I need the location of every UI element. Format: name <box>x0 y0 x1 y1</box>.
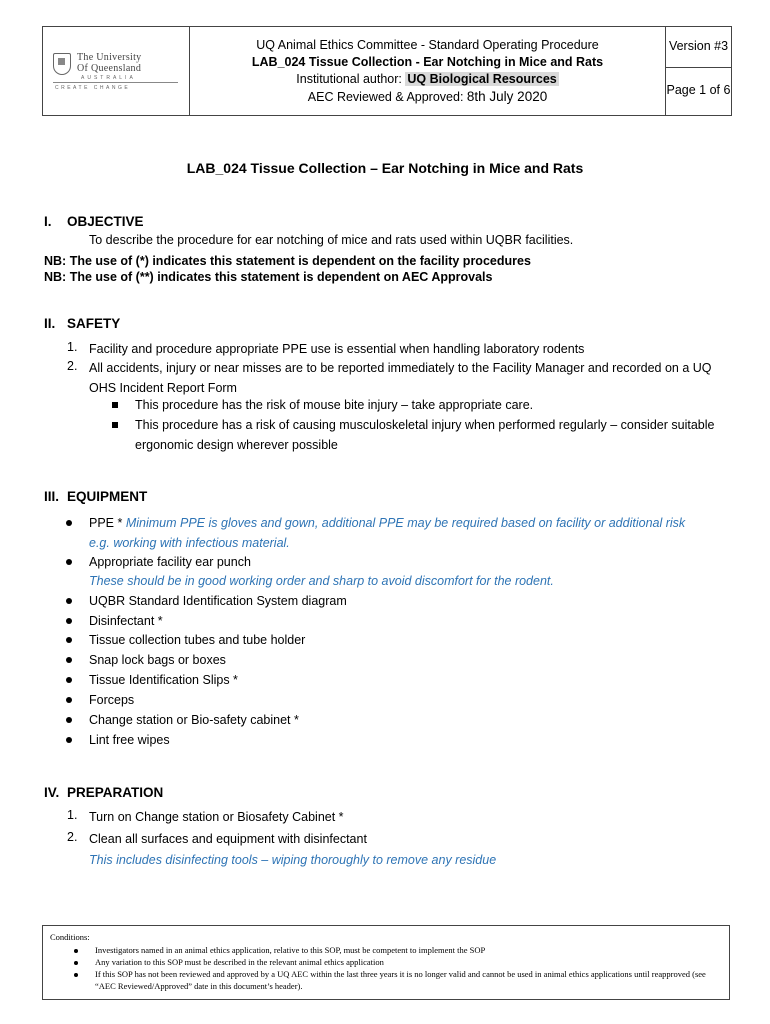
bullet-icon <box>66 657 72 663</box>
objective-text: To describe the procedure for ear notching of mice and rats used within UQBR facilities. <box>89 233 574 247</box>
bullet-icon <box>66 737 72 743</box>
approved-date: 8th July 2020 <box>466 89 548 104</box>
conditions-heading: Conditions: <box>50 932 90 942</box>
bullet-icon <box>74 973 78 977</box>
logo-line-3: AUSTRALIA <box>81 75 136 81</box>
bullet-icon <box>66 717 72 723</box>
bullet-icon <box>66 598 72 604</box>
crest-icon <box>53 53 71 75</box>
sop-title: LAB_024 Tissue Collection - Ear Notching in Mice and Rats <box>251 55 604 69</box>
conditions-box <box>42 925 730 1000</box>
bullet-icon <box>66 520 72 526</box>
square-bullet-icon <box>112 422 118 428</box>
bullet-icon <box>66 559 72 565</box>
list-item: Change station or Bio-safety cabinet * <box>89 713 299 727</box>
bullet-icon <box>66 697 72 703</box>
nb-note-2: NB: The use of (**) indicates this statement is dependent on AEC Approvals <box>44 270 493 284</box>
document-header <box>42 26 732 116</box>
version-divider <box>666 67 731 68</box>
bullet-icon <box>74 949 78 953</box>
bullet-icon <box>66 618 72 624</box>
list-item: Lint free wipes <box>89 733 170 747</box>
list-text: Facility and procedure appropriate PPE use is essential when handling laboratory rodents <box>89 342 585 356</box>
version-cell <box>666 27 731 115</box>
logo-divider <box>53 82 178 83</box>
author-label: Institutional author: <box>296 72 402 86</box>
square-bullet-icon <box>112 402 118 408</box>
list-item: Disinfectant * <box>89 614 163 628</box>
version-label: Version #3 <box>668 39 729 53</box>
committee-title: UQ Animal Ethics Committee - Standard Operating Procedure <box>256 38 599 52</box>
ppe-note: Minimum PPE is gloves and gown, additional PPE may be required based on facility or additional risk e.g. working with infectious material. <box>89 516 686 550</box>
list-text: Clean all surfaces and equipment with disinfectant <box>89 832 367 846</box>
document-title: LAB_024 Tissue Collection – Ear Notching in Mice and Rats <box>186 160 584 176</box>
list-item <box>89 514 709 553</box>
list-number: 1. <box>67 340 78 354</box>
university-logo <box>51 49 181 95</box>
section-safety-heading <box>44 316 120 331</box>
bullet-icon <box>66 637 72 643</box>
list-number: 2. <box>67 359 78 373</box>
author-value: UQ Biological Resources <box>407 72 557 86</box>
section-number: IV. <box>44 785 60 800</box>
bullet-icon <box>74 961 78 965</box>
section-title: OBJECTIVE <box>67 214 144 229</box>
preparation-note: This includes disinfecting tools – wiping thoroughly to remove any residue <box>89 853 497 867</box>
sub-list-item: This procedure has the risk of mouse bite injury – take appropriate care. <box>135 398 534 412</box>
section-title: PREPARATION <box>67 785 164 800</box>
section-number: I. <box>44 214 52 229</box>
section-equipment-heading <box>44 489 147 504</box>
punch-note: These should be in good working order and sharp to avoid discomfort for the rodent. <box>89 574 554 588</box>
section-title: EQUIPMENT <box>67 489 148 504</box>
list-text: All accidents, injury or near misses are to be reported immediately to the Facility Manager and recorded on a UQ OHS Incident Report Form <box>89 361 712 395</box>
ppe-label: PPE * <box>89 516 123 530</box>
nb-note-1: NB: The use of (*) indicates this statement is dependent on the facility procedures <box>44 254 531 268</box>
section-title: SAFETY <box>67 316 121 331</box>
condition-item: Any variation to this SOP must be described in the relevant animal ethics application <box>95 957 384 967</box>
list-number: 2. <box>67 830 78 844</box>
logo-cell <box>43 27 190 115</box>
logo-line-4: CREATE CHANGE <box>55 85 131 91</box>
logo-line-2: Of Queensland <box>77 63 142 74</box>
list-text: Turn on Change station or Biosafety Cabinet * <box>89 810 344 824</box>
list-item: UQBR Standard Identification System diagram <box>89 594 347 608</box>
bullet-icon <box>66 677 72 683</box>
list-item: Appropriate facility ear punch <box>89 555 251 569</box>
approved-label: AEC Reviewed & Approved: <box>307 90 464 104</box>
list-item: Tissue Identification Slips * <box>89 673 238 687</box>
condition-item: Investigators named in an animal ethics application, relative to this SOP, must be competent to implement the SOP <box>95 945 486 955</box>
list-item: Tissue collection tubes and tube holder <box>89 633 306 647</box>
page-number: Page 1 of 6 <box>666 83 731 97</box>
approved-line <box>190 88 665 106</box>
list-number: 1. <box>67 808 78 822</box>
logo-line-1: The University <box>77 52 142 63</box>
condition-item: If this SOP has not been reviewed and approved by a UQ AEC within the last three years it is no longer valid and cannot be used in animal ethics applications until reapproved (see “AEC Reviewed/Approved” date in this document’s header). <box>95 969 706 991</box>
section-preparation-heading <box>44 785 163 800</box>
header-info-cell <box>190 27 666 115</box>
section-objective-heading <box>44 214 144 229</box>
list-item: Forceps <box>89 693 135 707</box>
sub-list-item: This procedure has a risk of causing musculoskeletal injury when performed regularly – consider suitable ergonomic design wherever possible <box>135 418 715 452</box>
author-line <box>190 71 665 88</box>
section-number: II. <box>44 316 56 331</box>
list-item: Snap lock bags or boxes <box>89 653 226 667</box>
section-number: III. <box>44 489 60 504</box>
